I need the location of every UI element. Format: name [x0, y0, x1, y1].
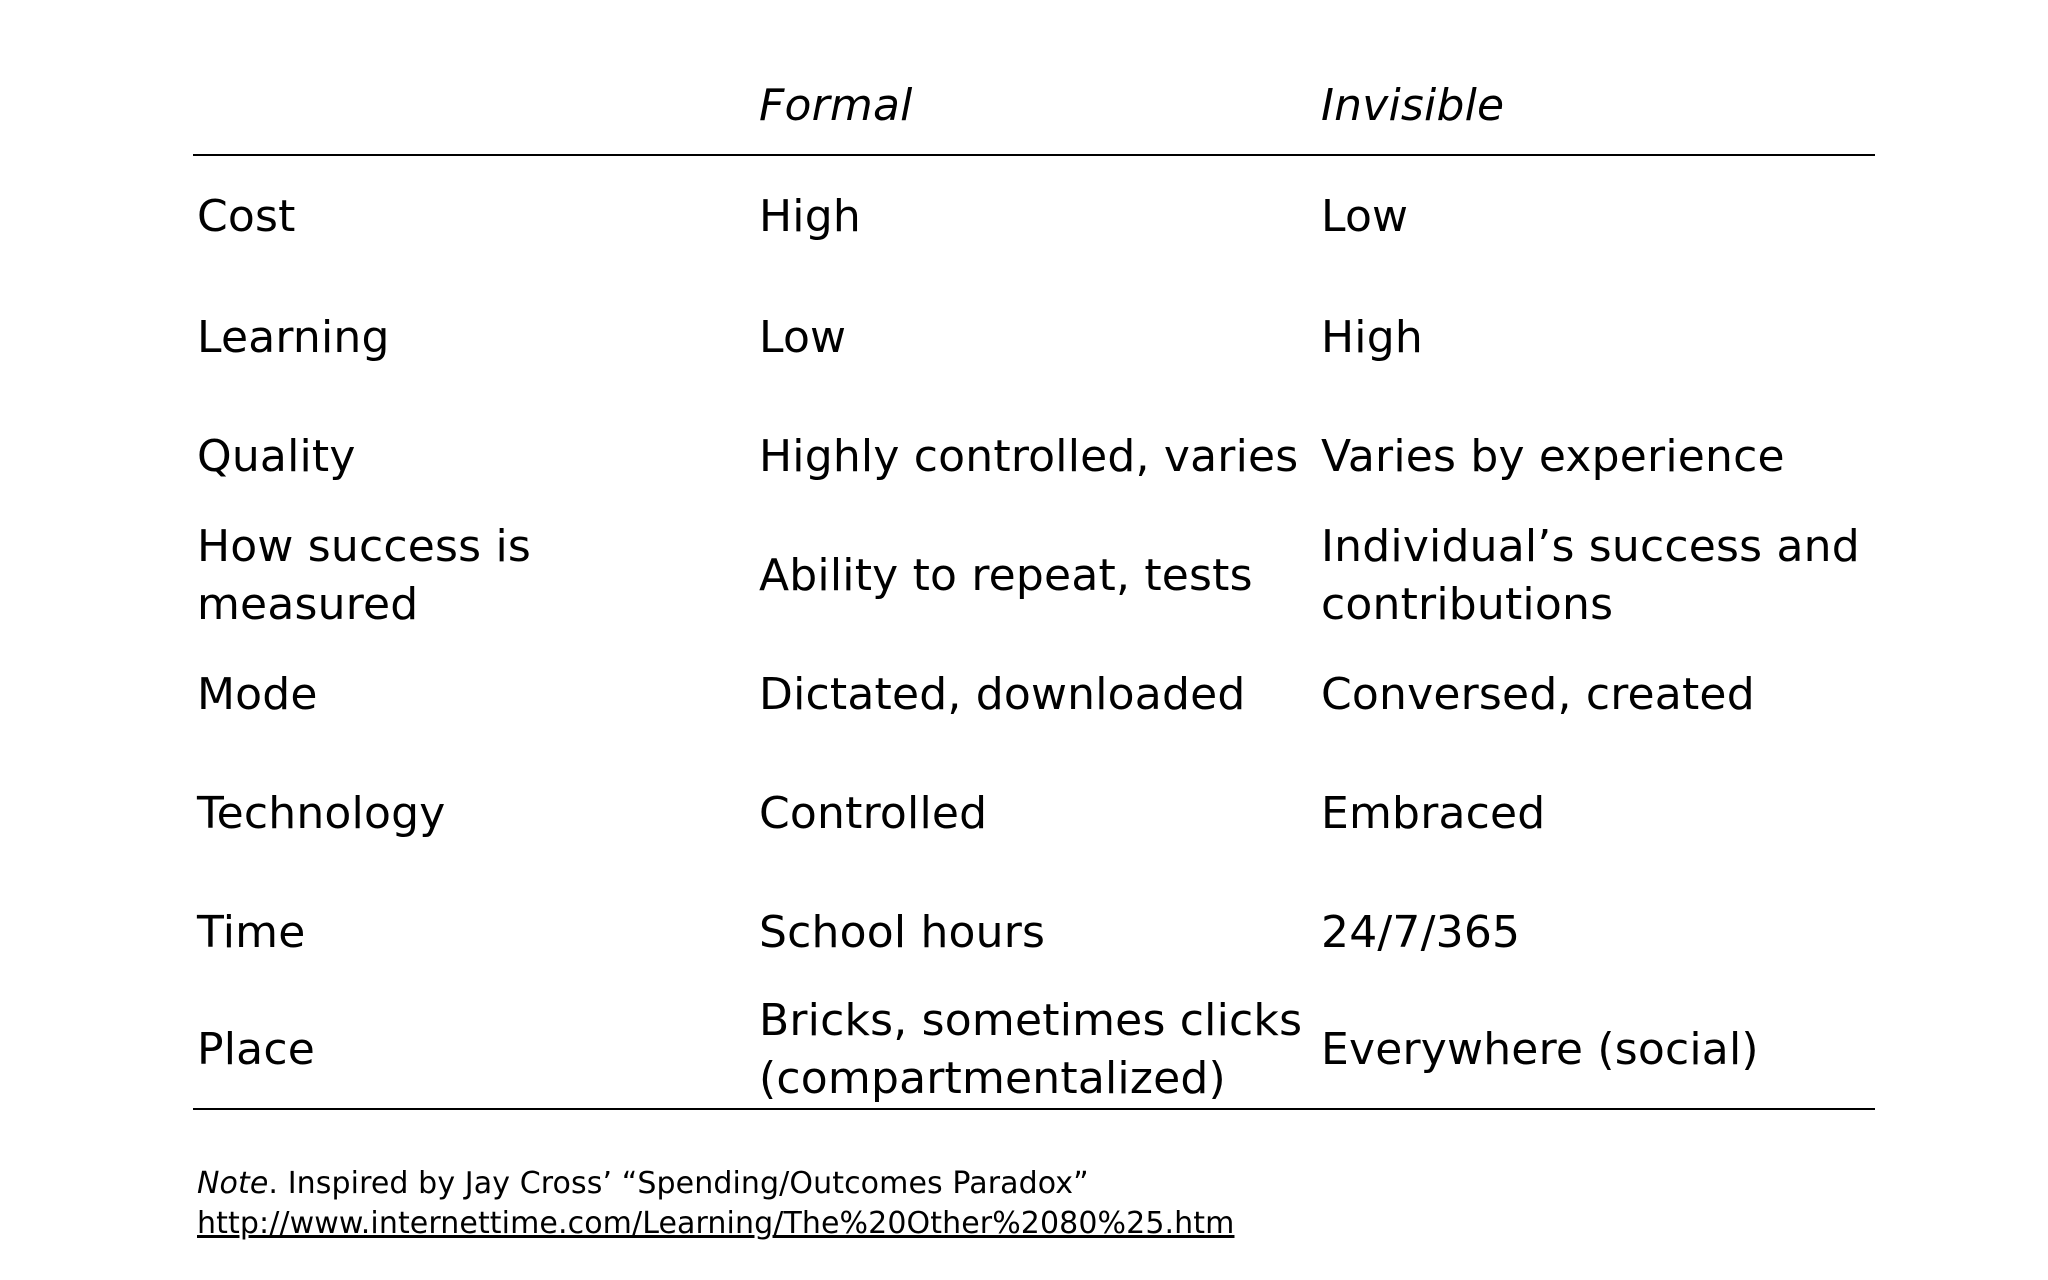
invisible-cell: 24/7/365: [1321, 906, 1521, 958]
invisible-cell: Conversed, created: [1321, 668, 1755, 720]
row-label: Learning: [197, 311, 390, 363]
row-label: Technology: [197, 787, 446, 839]
table-row: [193, 992, 1875, 1109]
table-row: [193, 155, 1875, 278]
formal-cell: Highly controlled, varies: [759, 430, 1299, 482]
header-row: [193, 56, 1875, 155]
row-label: How success is measured: [197, 520, 532, 630]
table-row: [193, 873, 1875, 992]
row-label: Quality: [197, 430, 356, 482]
comparison-table: [193, 56, 1875, 1110]
invisible-cell: High: [1321, 311, 1423, 363]
formal-cell: High: [759, 191, 861, 242]
invisible-cell: Embraced: [1321, 787, 1546, 839]
row-label: Cost: [197, 191, 296, 242]
table-row: [193, 516, 1875, 635]
formal-cell: Dictated, downloaded: [759, 668, 1246, 720]
formal-cell: Controlled: [759, 787, 988, 839]
invisible-cell: Low: [1321, 191, 1409, 242]
row-label: Mode: [197, 668, 318, 720]
note-text: . Inspired by Jay Cross’ “Spending/Outcomes Paradox”: [268, 1166, 1089, 1201]
formal-cell: Ability to repeat, tests: [759, 549, 1253, 601]
table-row: [193, 754, 1875, 873]
table-row: [193, 635, 1875, 754]
invisible-cell: Everywhere (social): [1317, 992, 1875, 1109]
table-row: [193, 278, 1875, 397]
header-formal: Formal: [755, 56, 1317, 155]
formal-cell: Low: [759, 311, 847, 363]
note-label: Note: [197, 1166, 269, 1201]
row-label: Time: [197, 906, 306, 958]
formal-cell: School hours: [759, 906, 1046, 958]
formal-cell: Bricks, sometimes clicks (compartmentalized): [755, 992, 1317, 1109]
invisible-cell: Varies by experience: [1321, 430, 1785, 482]
header-empty: [193, 56, 755, 155]
invisible-cell: Individual’s success and contributions: [1321, 520, 1860, 630]
table-row: [193, 397, 1875, 516]
row-label: Place: [193, 992, 755, 1109]
table-note: [197, 1164, 1234, 1244]
note-source-link[interactable]: http://www.internettime.com/Learning/The%20Other%2080%25.htm: [197, 1206, 1235, 1241]
header-invisible: Invisible: [1317, 56, 1875, 155]
